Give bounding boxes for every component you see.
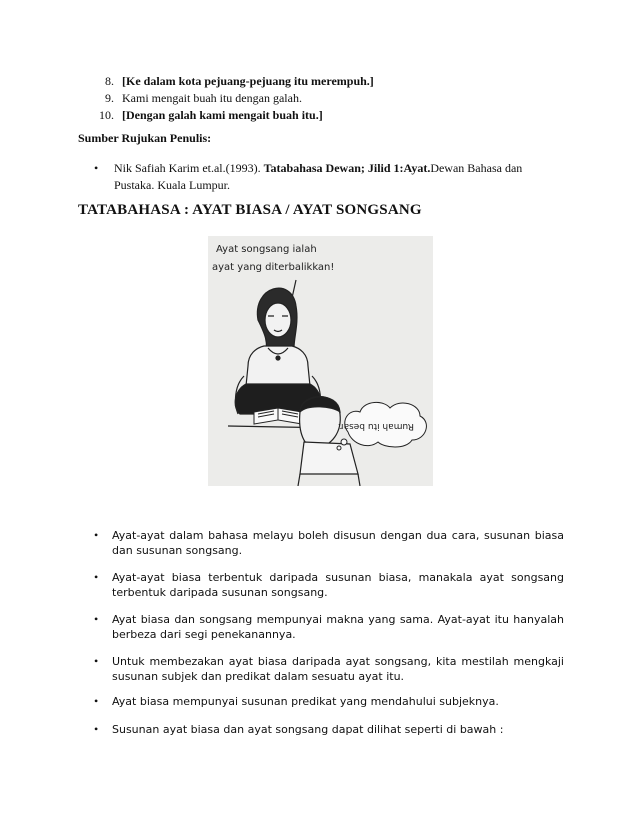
list-text: [Dengan galah kami mengait buah itu.] bbox=[122, 108, 323, 122]
list-text: [Ke dalam kota pejuang-pejuang itu merempuh.] bbox=[122, 74, 374, 88]
sumber-title: Sumber Rujukan Penulis: bbox=[78, 131, 212, 145]
bullet-text: Untuk membezakan ayat biasa daripada ayat songsang, kita mestilah mengkaji susunan subjek dan predikat dalam sesuatu ayat itu. bbox=[112, 655, 564, 683]
speech-text-line1: Ayat songsang ialah bbox=[216, 244, 317, 255]
bullet-text: Ayat-ayat dalam bahasa melayu boleh disusun dengan dua cara, susunan biasa dan susunan songsang. bbox=[112, 529, 564, 557]
thought-text: Rumah itu besar. bbox=[337, 421, 414, 431]
bullet-dot: • bbox=[94, 528, 99, 542]
list-number: 8. bbox=[105, 74, 114, 88]
list-number: 9. bbox=[105, 91, 114, 105]
reference-publisher: Dewan Bahasa dan Pustaka. Kuala Lumpur. bbox=[114, 161, 523, 192]
bullet-dot: • bbox=[94, 654, 99, 668]
list-item bbox=[94, 528, 564, 558]
reference-author: Nik Safiah Karim et.al.(1993). bbox=[114, 161, 261, 175]
list-item bbox=[94, 694, 564, 709]
bullet-dot: • bbox=[94, 722, 99, 736]
reference-item bbox=[94, 160, 554, 194]
bullet-dot: • bbox=[94, 612, 99, 626]
list-item bbox=[94, 612, 564, 642]
speech-text-line2: ayat yang diterbalikkan! bbox=[212, 262, 335, 273]
list-number: 10. bbox=[99, 108, 114, 122]
bullet-text: Ayat biasa mempunyai susunan predikat yang mendahului subjeknya. bbox=[112, 695, 499, 708]
numbered-list bbox=[90, 73, 374, 124]
bullet-text: Ayat biasa dan songsang mempunyai makna yang sama. Ayat-ayat itu hanyalah berbeza dari segi penekanannya. bbox=[112, 613, 564, 641]
list-item bbox=[94, 570, 564, 600]
bullet-text: Susunan ayat biasa dan ayat songsang dapat dilihat seperti di bawah : bbox=[112, 723, 504, 736]
section-heading: TATABAHASA : AYAT BIASA / AYAT SONGSANG bbox=[78, 202, 422, 218]
bullet-dot: • bbox=[94, 570, 99, 584]
list-item bbox=[90, 90, 374, 107]
list-item bbox=[90, 107, 374, 124]
bullet-dot: • bbox=[94, 694, 99, 708]
reference-title: Tatabahasa Dewan; Jilid 1:Ayat. bbox=[263, 161, 431, 175]
list-text: Kami mengait buah itu dengan galah. bbox=[122, 91, 302, 105]
list-item bbox=[94, 722, 564, 737]
bullet-dot: • bbox=[94, 161, 99, 175]
list-item bbox=[90, 73, 374, 90]
bullet-text: Ayat-ayat biasa terbentuk daripada susunan biasa, manakala ayat songsang terbentuk daripada susunan songsang. bbox=[112, 571, 564, 599]
reference-text bbox=[114, 160, 554, 194]
list-item bbox=[94, 654, 564, 684]
illustration bbox=[208, 236, 433, 486]
